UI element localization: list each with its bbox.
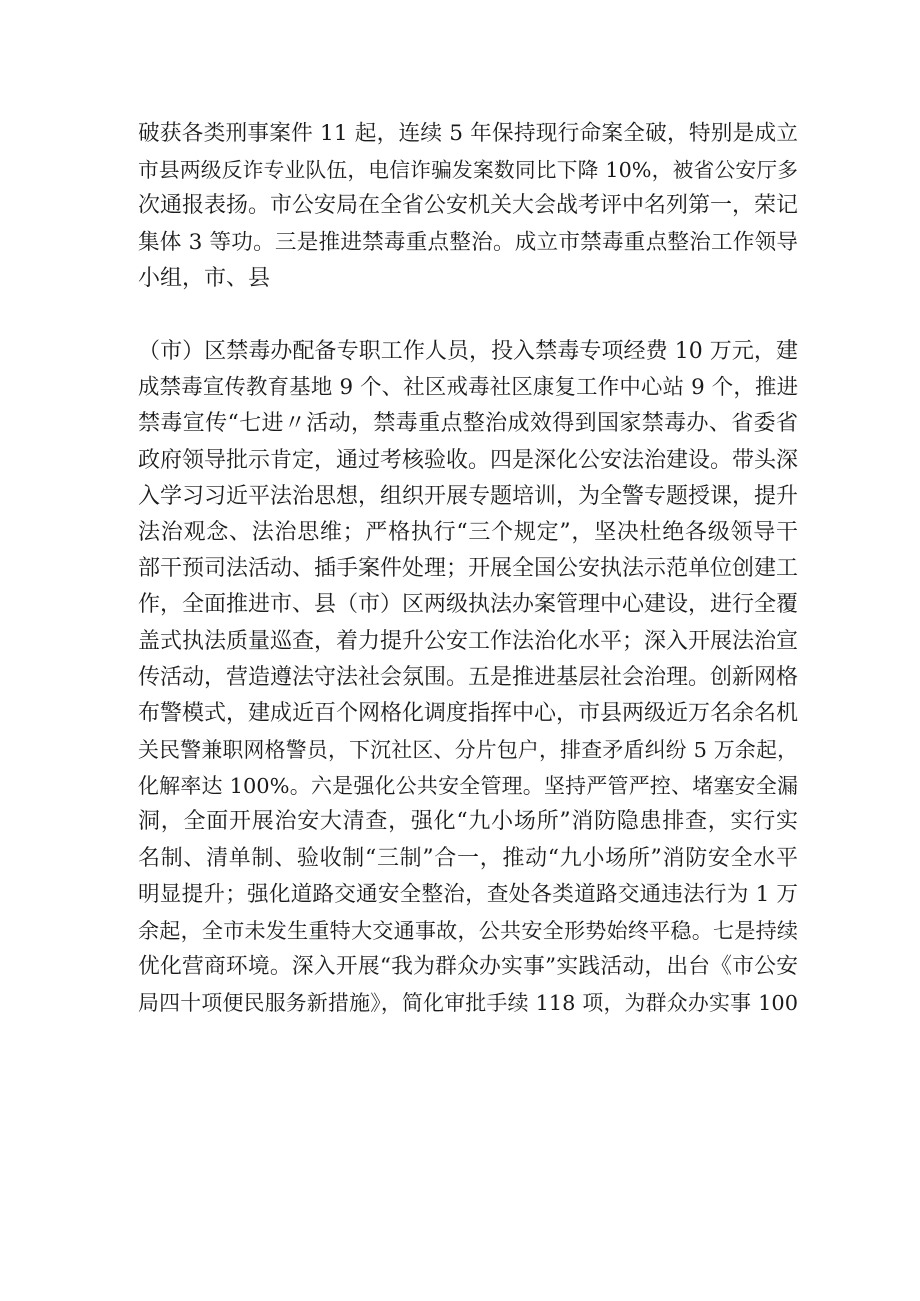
paragraph-line: 法治观念、法治思维；严格执行“三个规定”，坚决杜绝各级领导干 xyxy=(138,519,798,545)
paragraph-line: 明显提升；强化道路交通安全整治，查处各类道路交通违法行为 1 万 xyxy=(138,881,798,907)
paragraph-line: 优化营商环境。深入开展“我为群众办实事”实践活动，出台《市公安 xyxy=(138,954,798,980)
paragraph-line: 布警模式，建成近百个网格化调度指挥中心，市县两级近万名余名机 xyxy=(138,700,799,726)
paragraph-line: 传活动，营造遵法守法社会氛围。五是推进基层社会治理。创新网格 xyxy=(138,664,799,690)
paragraph-line: （市）区禁毒办配备专职工作人员，投入禁毒专项经费 10 万元，建 xyxy=(138,339,798,364)
paragraph-line: 部干预司法活动、插手案件处理；开展全国公安执法示范单位创建工 xyxy=(138,556,799,582)
paragraph-line: 破获各类刑事案件 11 起，连续 5 年保持现行命案全破，特别是成立 xyxy=(138,121,798,146)
paragraph-line: 禁毒宣传“七进〃活动，禁毒重点整治成效得到国家禁毒办、省委省 xyxy=(138,411,798,437)
paragraph-line: 政府领导批示肯定，通过考核验收。四是深化公安法治建设。带头深 xyxy=(138,447,799,473)
paragraph-line: 成禁毒宣传教育基地 9 个、社区戒毒社区康复工作中心站 9 个，推进 xyxy=(138,375,798,401)
paragraph-line: 关民警兼职网格警员，下沉社区、分片包户，排查矛盾纠纷 5 万余起， xyxy=(138,738,798,763)
paragraph-line: 洞，全面开展治安大清查，强化“九小场所”消防隐患排查，实行实 xyxy=(138,809,798,835)
paragraph-line: 小组，市、县 xyxy=(138,265,271,291)
paragraph-line: 市县两级反诈专业队伍，电信诈骗发案数同比下降 10%，被省公安厅多 xyxy=(138,158,798,183)
paragraph-line: 局四十项便民服务新措施》，简化审批手续 118 项，为群众办实事 100 xyxy=(138,991,798,1016)
paragraph-1 xyxy=(138,116,798,297)
paragraph-line: 盖式执法质量巡查，着力提升公安工作法治化水平；深入开展法治宣 xyxy=(138,628,799,654)
paragraph-line: 余起，全市未发生重特大交通事故，公共安全形势始终平稳。七是持续 xyxy=(138,918,798,943)
paragraph-line: 名制、清单制、验收制“三制”合一，推动“九小场所”消防安全水平 xyxy=(138,845,798,871)
paragraph-line: 入学习习近平法治思想，组织开展专题培训，为全警专题授课，提升 xyxy=(138,483,799,509)
paragraph-line: 作，全面推进市、县（市）区两级执法办案管理中心建设，进行全覆 xyxy=(138,592,799,618)
paragraph-line: 集体 3 等功。三是推进禁毒重点整治。成立市禁毒重点整治工作领导 xyxy=(138,229,798,255)
paragraph-line: 次通报表扬。市公安局在全省公安机关大会战考评中名列第一，荣记 xyxy=(138,193,799,219)
paragraph-line: 化解率达 100%。六是强化公共安全管理。坚持严管严控、堵塞安全漏 xyxy=(138,774,798,799)
paragraph-2 xyxy=(138,334,798,1022)
